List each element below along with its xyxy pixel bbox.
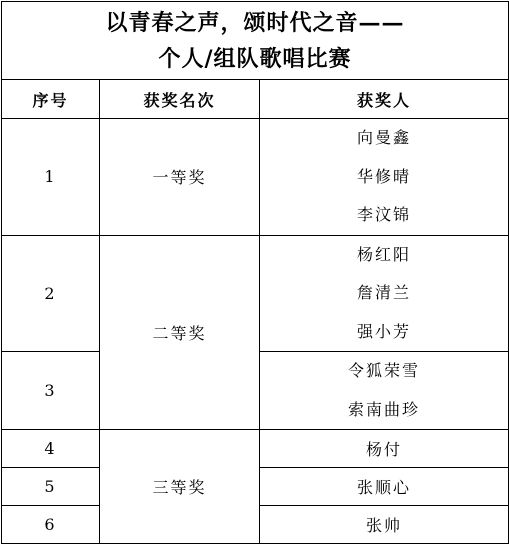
winner-name: 强小芳: [357, 321, 412, 341]
winner-name: 张帅: [260, 506, 509, 544]
header-row: [2, 80, 509, 119]
winner-name: 李汶锦: [357, 205, 412, 224]
title-line-1: 以青春之声，颂时代之音——: [105, 9, 405, 36]
table-row: [2, 119, 509, 236]
winner-cell: [260, 352, 509, 430]
row-number: 4: [2, 430, 100, 468]
winner-name: 向曼鑫: [357, 128, 412, 147]
winner-name: 杨付: [260, 430, 509, 468]
table-title: [2, 2, 509, 80]
header-rank: 获奖名次: [100, 80, 260, 119]
title-row: [2, 2, 509, 80]
winner-cell: [260, 119, 509, 236]
winner-cell: [260, 235, 509, 352]
winner-name: 杨红阳: [357, 244, 412, 264]
winner-name: 詹清兰: [357, 283, 412, 302]
row-number: 1: [2, 119, 100, 236]
header-winner: 获奖人: [260, 80, 509, 119]
rank-third: 三等奖: [100, 430, 260, 544]
table-row: [2, 430, 509, 468]
row-number: 2: [2, 235, 100, 352]
award-table-document: [1, 1, 508, 544]
winner-name: 索南曲珍: [348, 399, 421, 419]
rank-second: 二等奖: [100, 235, 260, 430]
table-row: [2, 235, 509, 352]
winner-name: 令狐荣雪: [348, 361, 421, 380]
title-line-2: 个人/组队歌唱比赛: [158, 45, 352, 72]
award-table: [1, 1, 509, 544]
header-number: 序号: [2, 80, 100, 119]
winner-name: 张顺心: [260, 468, 509, 506]
row-number: 5: [2, 468, 100, 506]
row-number: 3: [2, 352, 100, 430]
row-number: 6: [2, 506, 100, 544]
rank-first: 一等奖: [100, 119, 260, 236]
winner-name: 华修晴: [357, 166, 412, 186]
